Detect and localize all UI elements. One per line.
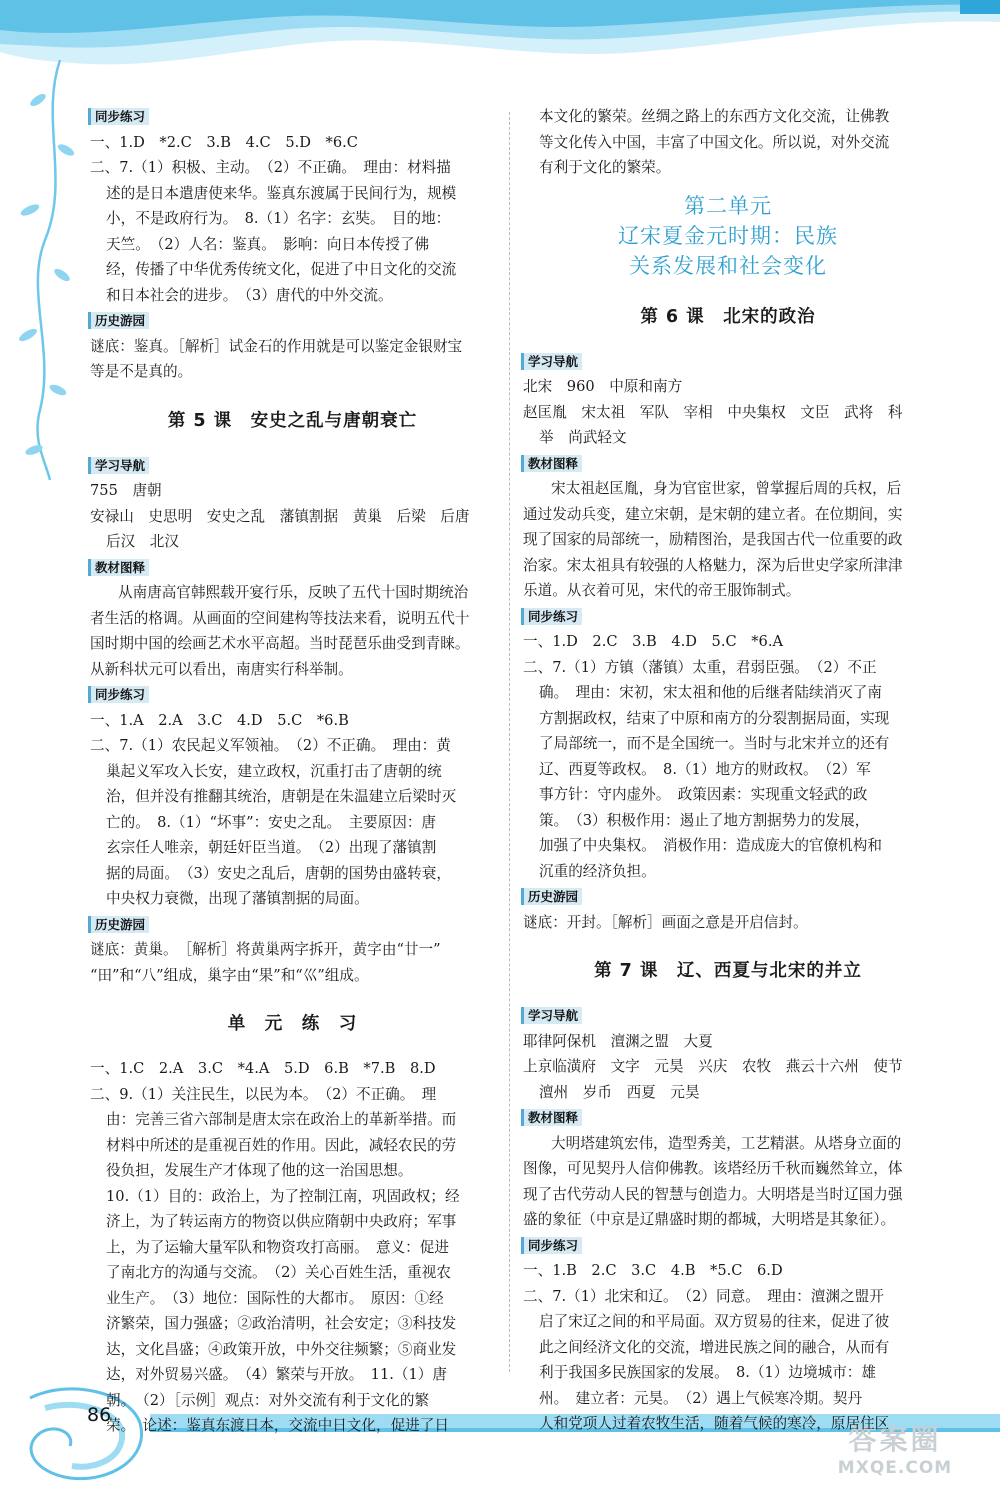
text-line: 宋太祖赵匡胤，身为官宦世家，曾掌握后周的兵权，后 bbox=[551, 480, 902, 497]
text-line: 举 尚武轻文 bbox=[539, 429, 627, 446]
section-tag: 教材图释 bbox=[88, 559, 149, 576]
section-tag: 历史游园 bbox=[521, 888, 582, 905]
text-line: 有利于文化的繁荣。 bbox=[539, 159, 671, 176]
text-line: 755 唐朝 bbox=[90, 482, 162, 499]
text-line: 方割据政权，结束了中原和南方的分裂割据局面，实现 bbox=[539, 709, 890, 727]
text-line: 谜底：黄巢。 ［解析］将黄巢两字拆开，黄字由“廿一” bbox=[90, 941, 441, 958]
section-tag: 教材图释 bbox=[521, 455, 582, 472]
lesson-title: 第 6 课 北宋的政治 bbox=[640, 306, 816, 327]
text-line: 10.（1）目的：政治上，为了控制江南，巩固政权；经 bbox=[106, 1187, 460, 1205]
text-line: 州。 建立者：元昊。 （2）遇上气候寒冷期。契丹 bbox=[539, 1389, 863, 1407]
text-line: 中央权力衰微，出现了藩镇割据的局面。 bbox=[106, 890, 369, 907]
text-line: 本文化的繁荣。丝绸之路上的东西方文化交流，让佛教 bbox=[539, 108, 890, 125]
top-wave-decoration bbox=[0, 0, 1000, 95]
text-line: 事方针：守内虚外。 政策因素：实现重文轻武的政 bbox=[539, 786, 868, 803]
left-column bbox=[90, 104, 495, 1439]
unit-title-line: 辽宋夏金元时期：民族 bbox=[618, 223, 838, 248]
text-line: 等文化传入中国，丰富了中国文化。所以说，对外交流 bbox=[539, 133, 890, 151]
watermark-main: 答案圈 bbox=[848, 1423, 942, 1456]
right-column bbox=[523, 104, 933, 1437]
watermark-sub: MXQE.COM bbox=[837, 1458, 953, 1478]
page-number: 86 bbox=[87, 1404, 112, 1426]
text-line: 现了国家的局部统一，励精图治，是我国古代一位重要的政 bbox=[523, 531, 903, 548]
text-line: 一、1.B 2.C 3.C 4.B *5.C 6.D bbox=[523, 1262, 783, 1279]
unit-title-line: 第二单元 bbox=[684, 193, 772, 218]
text-line: 材料中所述的是重视百姓的作用。因此，减轻农民的劳 bbox=[106, 1136, 457, 1154]
text-line: 一、1.A 2.A 3.C 4.D 5.C *6.B bbox=[90, 711, 349, 729]
section-tag: 学习导航 bbox=[521, 353, 582, 370]
section-tag: 同步练习 bbox=[521, 1237, 582, 1254]
text-line: 业生产。 （3）地位：国际性的大都市。 原因：①经 bbox=[106, 1289, 444, 1307]
text-line: 治家。宋太祖具有较强的人格魅力，深为后世史学家所津津 bbox=[523, 556, 903, 574]
text-line: 天竺。 （2）人名：鉴真。 影响：向日本传授了佛 bbox=[106, 235, 430, 253]
unit-title-line: 关系发展和社会变化 bbox=[629, 253, 827, 278]
text-line: 盛的象征（中京是辽鼎盛时期的都城，大明塔是其象征）。 bbox=[523, 1211, 896, 1228]
text-line: 二、7.（1）农民起义军领袖。 （2）不正确。 理由：黄 bbox=[90, 737, 451, 754]
text-line: 从新科状元可以看出，南唐实行科举制。 bbox=[90, 660, 353, 678]
text-line: 经，传播了中华优秀传统文化，促进了中日文化的交流 bbox=[106, 261, 457, 278]
section-tag: 学习导航 bbox=[521, 1007, 582, 1024]
text-line: 二、9.（1）关注民生，以民为本。 （2）不正确。 理 bbox=[90, 1085, 437, 1103]
text-line: 朝。 （2）［示例］观点：对外交流有利于文化的繁 bbox=[106, 1391, 430, 1409]
text-line: 通过发动兵变，建立宋朝，是宋朝的建立者。在位期间，实 bbox=[523, 505, 903, 523]
text-line: 从南唐高官韩熙载开宴行乐，反映了五代十国时期统治 bbox=[118, 584, 469, 601]
text-line: 上京临潢府 文字 元昊 兴庆 农牧 燕云十六州 使节 bbox=[523, 1058, 903, 1075]
text-line: 谜底：开封。［解析］画面之意是开启信封。 bbox=[523, 913, 808, 931]
text-line: “田”和“八”组成，巢字由“果”和“巛”组成。 bbox=[90, 966, 369, 984]
text-line: 了局部统一，而不是全国统一。当时与北宋并立的还有 bbox=[539, 735, 890, 752]
text-line: 小，不是政府行为。 8.（1）名字：玄奘。 目的地： bbox=[106, 210, 451, 227]
text-line: 图像，可见契丹人信仰佛教。该塔经历千秋而巍然耸立，体 bbox=[523, 1160, 903, 1177]
text-line: 现了古代劳动人民的智慧与创造力。大明塔是当时辽国力强 bbox=[523, 1185, 903, 1203]
text-line: 大明塔建筑宏伟，造型秀美，工艺精湛。从塔身立面的 bbox=[551, 1134, 902, 1152]
text-line: 赵匡胤 宋太祖 军队 宰相 中央集权 文臣 武将 科 bbox=[523, 403, 903, 421]
text-line: 人和党项人过着农牧生活，随着气候的寒冷，原居住区 bbox=[539, 1415, 890, 1432]
text-line: 确。 理由：宋初，宋太祖和他的后继者陆续消灭了南 bbox=[539, 684, 882, 701]
text-line: 后汉 北汉 bbox=[106, 533, 179, 550]
text-line: 上，为了运输大量军队和物资攻打高丽。 意义：促进 bbox=[106, 1238, 449, 1256]
text-line: 此之间经济文化的交流，增进民族之间的融合，从而有 bbox=[539, 1338, 890, 1356]
text-line: 由：完善三省六部制是唐太宗在政治上的革新举措。而 bbox=[106, 1111, 457, 1128]
section-tag: 历史游园 bbox=[88, 312, 149, 329]
text-line: 沉重的经济负担。 bbox=[539, 862, 656, 880]
unit-title bbox=[523, 191, 933, 281]
text-line: 等是不是真的。 bbox=[90, 363, 193, 380]
text-line: 述的是日本遣唐使来华。鉴真东渡属于民间行为，规模 bbox=[106, 184, 457, 202]
text-line: 二、7.（1）北宋和辽。 （2）同意。 理由：澶渊之盟开 bbox=[523, 1287, 884, 1305]
text-line: 乐道。从衣着可见，宋代的帝王服饰制式。 bbox=[523, 582, 801, 599]
section-tag: 同步练习 bbox=[88, 108, 149, 125]
text-line: 一、1.C 2.A 3.C *4.A 5.D 6.B *7.B 8.D bbox=[90, 1060, 436, 1077]
text-line: 济繁荣，国力强盛；②政治清明，社会安定；③科技发 bbox=[106, 1315, 457, 1332]
text-line: 策。 （3）积极作用：遏止了地方割据势力的发展， bbox=[539, 811, 870, 829]
text-line: 治，但并没有推翻其统治，唐朝是在朱温建立后梁时灭 bbox=[106, 788, 457, 805]
text-line: 启了宋辽之间的和平局面。双方贸易的往来，促进了彼 bbox=[539, 1313, 890, 1330]
text-line: 澶州 岁币 西夏 元昊 bbox=[539, 1083, 700, 1101]
text-line: 谜底：鉴真。［解析］试金石的作用就是可以鉴定金银财宝 bbox=[90, 337, 463, 355]
lesson-title: 第 5 课 安史之乱与唐朝衰亡 bbox=[167, 410, 418, 431]
text-line: 了南北方的沟通与交流。 （2）关心百姓生活，重视农 bbox=[106, 1264, 451, 1281]
text-line: 达，对外贸易兴盛。 （4）繁荣与开放。 11.（1）唐 bbox=[106, 1366, 447, 1383]
text-line: 亡的。 8.（1）“坏事”：安史之乱。 主要原因：唐 bbox=[106, 813, 437, 831]
text-line: 济上，为了转运南方的物资以供应隋朝中央政府；军事 bbox=[106, 1213, 457, 1230]
lesson-title: 单 元 练 习 bbox=[227, 1014, 358, 1034]
text-line: 二、7.（1）方镇（藩镇）太重，君弱臣强。 （2）不正 bbox=[523, 658, 877, 676]
text-line: 北宋 960 中原和南方 bbox=[523, 378, 683, 395]
text-line: 安禄山 史思明 安史之乱 藩镇割据 黄巢 后梁 后唐 bbox=[90, 507, 470, 525]
text-line: 利于我国多民族国家的发展。 8.（1）边境城市：雄 bbox=[539, 1364, 876, 1381]
section-tag: 同步练习 bbox=[88, 686, 149, 703]
text-line: 一、1.D *2.C 3.B 4.C 5.D *6.C bbox=[90, 133, 358, 151]
text-line: 据的局面。 （3）安史之乱后，唐朝的国势由盛转衰， bbox=[106, 864, 451, 882]
text-line: 和日本社会的进步。 （3）唐代的中外交流。 bbox=[106, 286, 393, 304]
text-line: 达，文化昌盛；④政策开放，中外交往频繁；⑤商业发 bbox=[106, 1340, 457, 1358]
text-line: 者生活的格调。从画面的空间建构等技法来看，说明五代十 bbox=[90, 609, 470, 627]
text-line: 一、1.D 2.C 3.B 4.D 5.C *6.A bbox=[523, 633, 783, 650]
text-line: 荣。 论述：鉴真东渡日本，交流中日文化，促进了日 bbox=[106, 1417, 449, 1434]
lesson-title: 第 7 课 辽、西夏与北宋的并立 bbox=[594, 961, 862, 981]
section-tag: 同步练习 bbox=[521, 608, 582, 625]
section-tag: 学习导航 bbox=[88, 457, 149, 474]
section-tag: 历史游园 bbox=[88, 916, 149, 933]
text-line: 巢起义军攻入长安，建立政权，沉重打击了唐朝的统 bbox=[106, 762, 442, 780]
text-line: 二、7.（1）积极、主动。 （2）不正确。 理由：材料描 bbox=[90, 159, 451, 176]
text-line: 玄宗任人唯亲，朝廷奸臣当道。 （2）出现了藩镇割 bbox=[106, 839, 437, 856]
text-line: 役负担，发展生产才体现了他的这一治国思想。 bbox=[106, 1162, 413, 1179]
text-line: 辽、西夏等政权。 8.（1）地方的财政权。 （2）军 bbox=[539, 760, 871, 778]
vine-decoration bbox=[0, 60, 90, 480]
text-line: 耶律阿保机 澶渊之盟 大夏 bbox=[523, 1032, 713, 1050]
text-line: 加强了中央集权。 消极作用：造成庞大的官僚机构和 bbox=[539, 837, 882, 854]
column-divider bbox=[509, 112, 510, 1372]
text-line: 国时期中国的绘画艺术水平高超。当时琵琶乐曲受到青睐。 bbox=[90, 635, 470, 652]
section-tag: 教材图释 bbox=[521, 1109, 582, 1126]
